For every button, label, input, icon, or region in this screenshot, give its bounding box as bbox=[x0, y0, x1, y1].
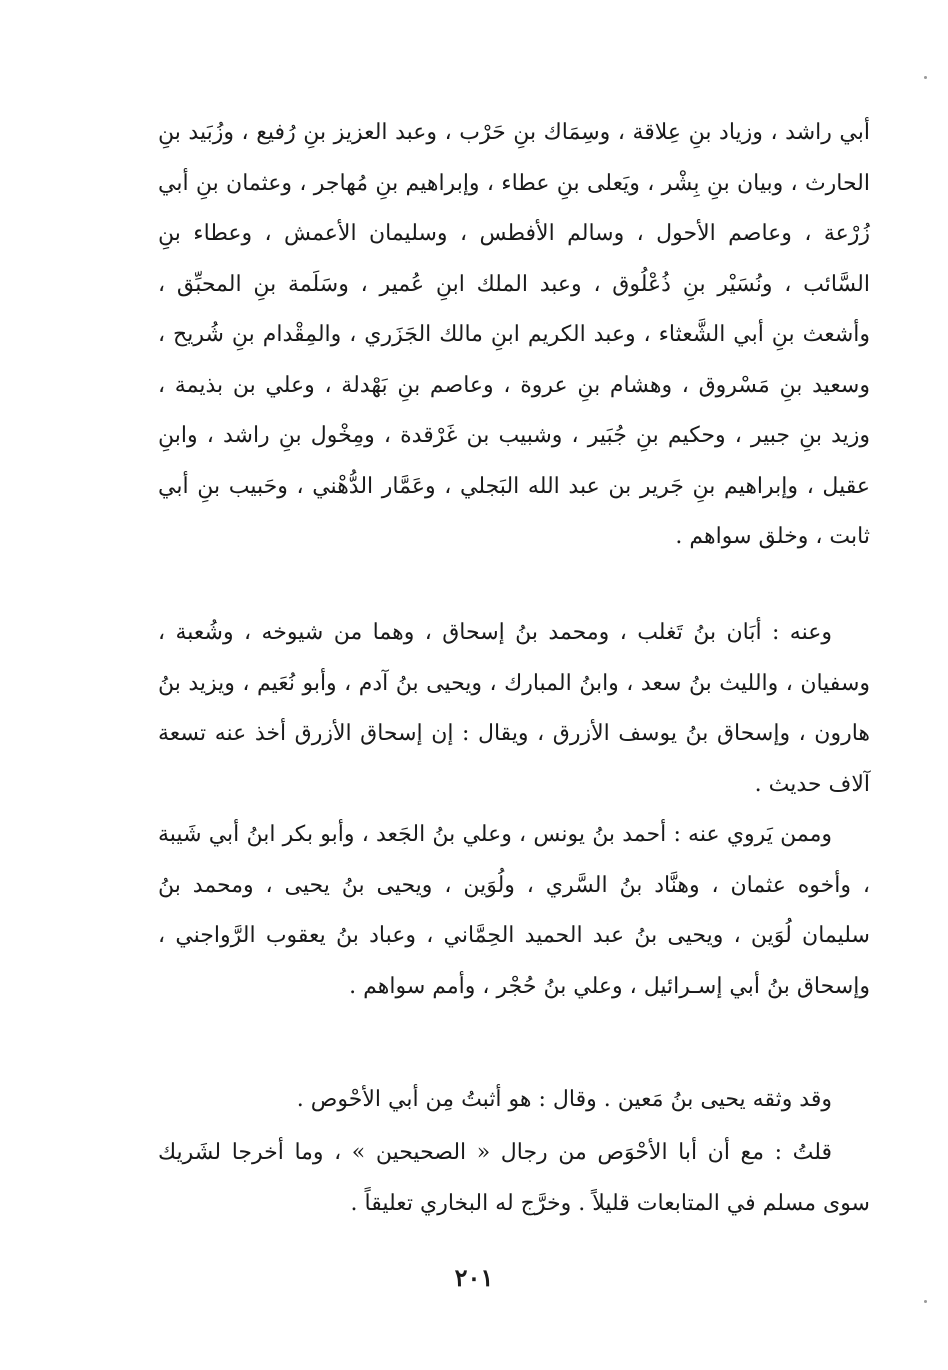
paragraph-author-note bbox=[158, 1128, 870, 1229]
paragraph-students bbox=[158, 608, 870, 810]
paragraph-4-text: وقد وثقه يحيى بنُ مَعين . وقال : هو أثبتُ مِن أبي الأحْوص . bbox=[296, 1087, 832, 1112]
paragraph-1-text: أبي راشد ، وزياد بنِ عِلاقة ، وسِمَاك بنِ حَرْب ، وعبد العزيز بنِ رُفيع ، وزُبَيد بنِ الحارث ، وبيان بنِ بِشْر ، ويَعلى بنِ عطاء ، وإبراهيم بنِ مُهاجر ، وعثمان بنِ أبي زُرْعة ، وعاصم الأحول ، وسالم الأفطس ، وسليمان الأعمش ، وعطاء بنِ السَّائب ، ونُسَيْر بنِ ذُعْلُوق ، وعبد الملك ابنِ عُمير ، وسَلَمة بنِ المحبِّق ، وأشعث بنِ أبي الشَّعثاء ، وعبد الكريم ابنِ مالك الجَزَري ، والمِقْدام بنِ شُريح ، وسعيد بنِ مَسْروق ، وهشام بنِ عروة ، وعاصم بنِ بَهْدلة ، وعلي بن بذيمة ، وزيد بنِ جبير ، وحكيم بنِ جُبَير ، وشبيب بن غَرْقدة ، ومِخْول بنِ راشد ، وابنِ عقيل ، وإبراهيم بنِ جَرير بن عبد الله البَجلي ، وعَمَّار الدُّهْني ، وحَبيب بنِ أبي ثابت ، وخلق سواهم . bbox=[158, 120, 870, 549]
paragraph-transmitters bbox=[158, 810, 870, 1012]
paragraph-3-text: وممن يَروي عنه : أحمد بنُ يونس ، وعلي بنُ الجَعد ، وأبو بكر ابنُ أبي شَيبة ، وأخوه عثمان ، وهنَّاد بنُ السَّري ، ولُوَين ، ويحيى بنُ يحيى ، ومحمد بنُ سليمان لُوَين ، ويحيى بنُ عبد الحميد الحِمَّاني ، وعباد بنُ يعقوب الرَّواجني ، وإسحاق بنُ أبي إسـرائيل ، وعلي بنُ حُجْر ، وأمم سواهم . bbox=[158, 822, 870, 999]
scan-speck bbox=[924, 1300, 927, 1303]
paragraph-authentication bbox=[158, 1075, 870, 1126]
page-number: ٢٠١ bbox=[454, 1263, 494, 1292]
paragraph-5-text: قلتُ : مع أن أبا الأحْوَص من رجال « الصحيحين » ، وما أخرجا لشَريك سوى مسلم في المتابعات قليلاً . وخرَّج له البخاري تعليقاً . bbox=[158, 1140, 870, 1216]
scan-speck bbox=[924, 76, 927, 79]
paragraph-narrators-list bbox=[158, 108, 870, 563]
paragraph-2-text: وعنه : أبَان بنُ تَغلب ، ومحمد بنُ إسحاق ، وهما من شيوخه ، وشُعبة ، وسفيان ، والليث بنُ سعد ، وابنُ المبارك ، ويحيى بنُ آدم ، وأبو نُعَيم ، ويزيد بنُ هارون ، وإسحاق بنُ يوسف الأزرق ، ويقال : إن إسحاق الأزرق أخذ عنه تسعة آلاف حديث . bbox=[158, 620, 870, 797]
